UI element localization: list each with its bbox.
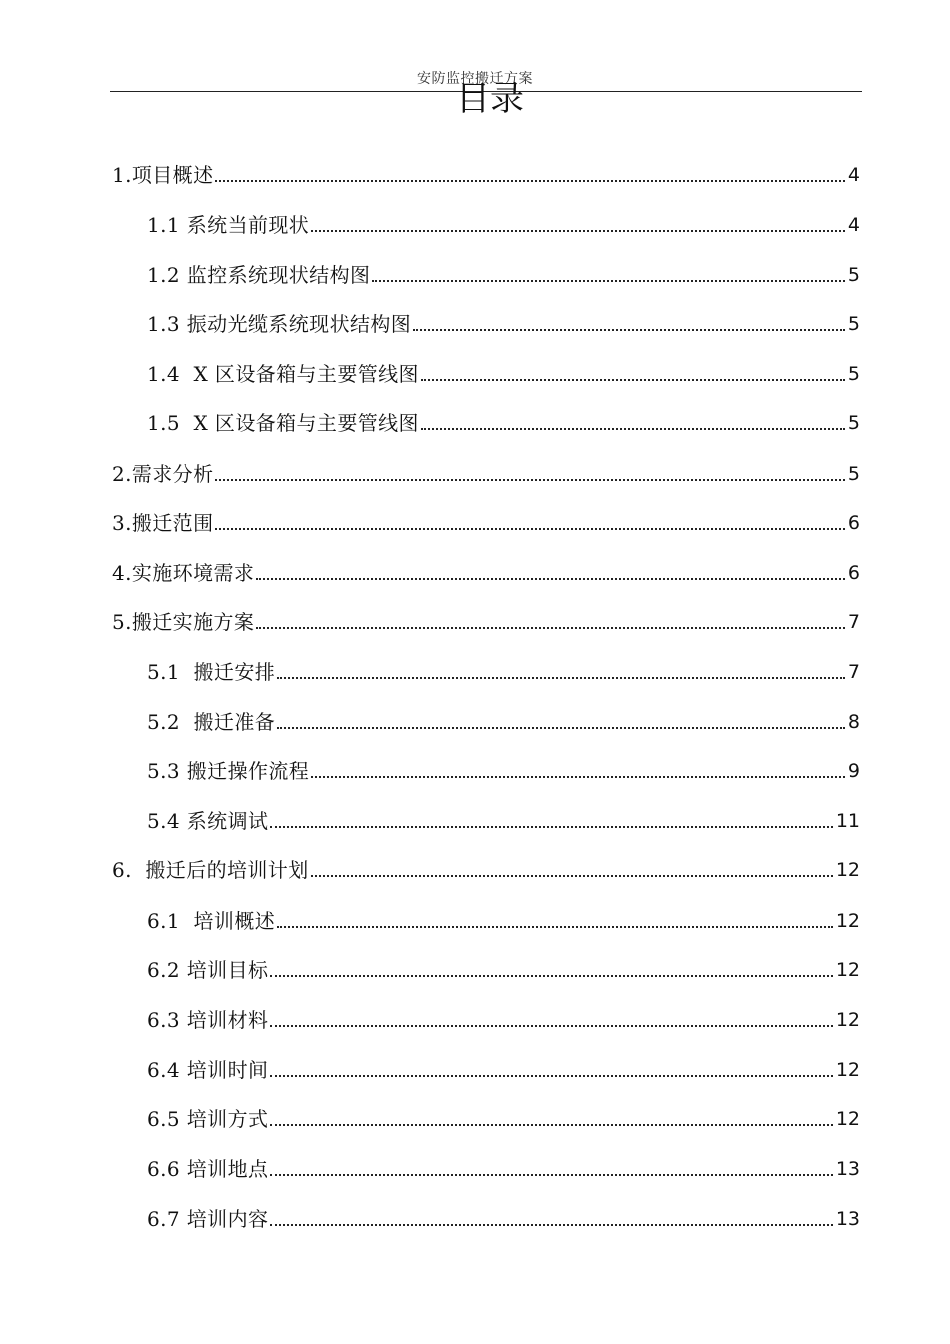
dot-leader [215,180,844,182]
toc-entry-label: 6. 搬迁后的培训计划 [112,858,309,882]
toc-entry-label: 5.搬迁实施方案 [112,610,255,634]
toc-entry[interactable] [147,883,860,933]
toc-entry[interactable] [147,385,860,435]
toc-entry-label: 5.2 搬迁准备 [147,710,276,734]
toc-entry-page: 5 [847,313,860,335]
toc-entry-page: 6 [847,512,860,534]
toc-entry[interactable] [147,733,860,783]
dot-leader [270,1174,832,1176]
toc-title: 目录 [456,79,524,119]
toc-entry-label: 5.4 系统调试 [147,809,269,833]
toc-entry-page: 12 [835,859,860,881]
toc-entry-label: 6.3 培训材料 [147,1008,269,1032]
toc-entry[interactable] [147,982,860,1032]
toc-entry[interactable] [147,1131,860,1181]
toc-entry-page: 5 [847,363,860,385]
dot-leader [270,826,832,828]
toc-entry[interactable] [147,684,860,734]
toc-entry[interactable] [112,436,860,486]
toc-entry-page: 7 [847,661,860,683]
toc-entry[interactable] [147,336,860,386]
toc-entry[interactable] [112,535,860,585]
toc-entry-page: 4 [847,214,860,236]
dot-leader [270,1124,832,1126]
toc-entry-page: 12 [835,1009,860,1031]
dot-leader [277,926,833,928]
toc-entry-page: 7 [847,611,860,633]
toc-entry-label: 5.1 搬迁安排 [147,660,276,684]
dot-leader [270,1224,832,1226]
toc-entry-label: 3.搬迁范围 [112,511,214,535]
toc-entry-page: 12 [835,959,860,981]
dot-leader [311,875,833,877]
toc-entry[interactable] [147,634,860,684]
toc-entry[interactable] [147,1081,860,1131]
toc-entry-label: 4.实施环境需求 [112,561,255,585]
toc-entry[interactable] [147,932,860,982]
toc-entry-page: 12 [835,1108,860,1130]
running-header: 安防监控搬迁方案 [417,71,533,87]
toc-entry-label: 1.项目概述 [112,163,214,187]
toc-entry-label: 1.1 系统当前现状 [147,213,310,237]
toc-entry-label: 6.1 培训概述 [147,909,276,933]
toc-entry-label: 5.3 搬迁操作流程 [147,759,310,783]
toc-entry[interactable] [147,1181,860,1231]
toc-entry[interactable] [147,187,860,237]
dot-leader [372,280,845,282]
toc-entry-label: 1.5 X 区设备箱与主要管线图 [147,411,419,435]
dot-leader [311,776,845,778]
toc-entry-label: 6.2 培训目标 [147,958,269,982]
dot-leader [421,428,845,430]
toc-entry-label: 6.5 培训方式 [147,1107,269,1131]
toc-entry-page: 6 [847,562,860,584]
dot-leader [256,578,845,580]
dot-leader [277,677,845,679]
dot-leader [311,230,845,232]
toc-entry[interactable] [147,286,860,336]
toc-entry-page: 9 [847,760,860,782]
toc-entry-page: 5 [847,463,860,485]
toc-entry[interactable] [112,584,860,634]
toc-entry-label: 1.4 X 区设备箱与主要管线图 [147,362,419,386]
toc-entry-label: 6.4 培训时间 [147,1058,269,1082]
toc-entry-page: 5 [847,264,860,286]
dot-leader [256,627,845,629]
toc-entry[interactable] [147,237,860,287]
toc-entry-label: 2.需求分析 [112,462,214,486]
toc-entry-label: 1.2 监控系统现状结构图 [147,263,371,287]
toc-entry-label: 6.6 培训地点 [147,1157,269,1181]
toc-entry-page: 13 [835,1158,860,1180]
dot-leader [277,727,845,729]
toc-entry-page: 12 [835,1059,860,1081]
toc-entry-page: 8 [847,711,860,733]
toc-entry-label: 1.3 振动光缆系统现状结构图 [147,312,412,336]
toc-entry-page: 5 [847,412,860,434]
toc-entry-page: 12 [835,910,860,932]
dot-leader [215,479,844,481]
dot-leader [270,1075,832,1077]
toc-entry-page: 4 [847,164,860,186]
toc-entry-label: 6.7 培训内容 [147,1207,269,1231]
toc-entry-page: 11 [835,810,860,832]
dot-leader [421,379,845,381]
toc-entry[interactable] [147,1032,860,1082]
dot-leader [270,975,832,977]
toc-entry[interactable] [112,832,860,882]
toc-entry[interactable] [112,485,860,535]
dot-leader [270,1025,832,1027]
dot-leader [215,528,844,530]
dot-leader [413,329,845,331]
toc-entry[interactable] [112,137,860,187]
toc-entry[interactable] [147,783,860,833]
toc-entry-page: 13 [835,1208,860,1230]
